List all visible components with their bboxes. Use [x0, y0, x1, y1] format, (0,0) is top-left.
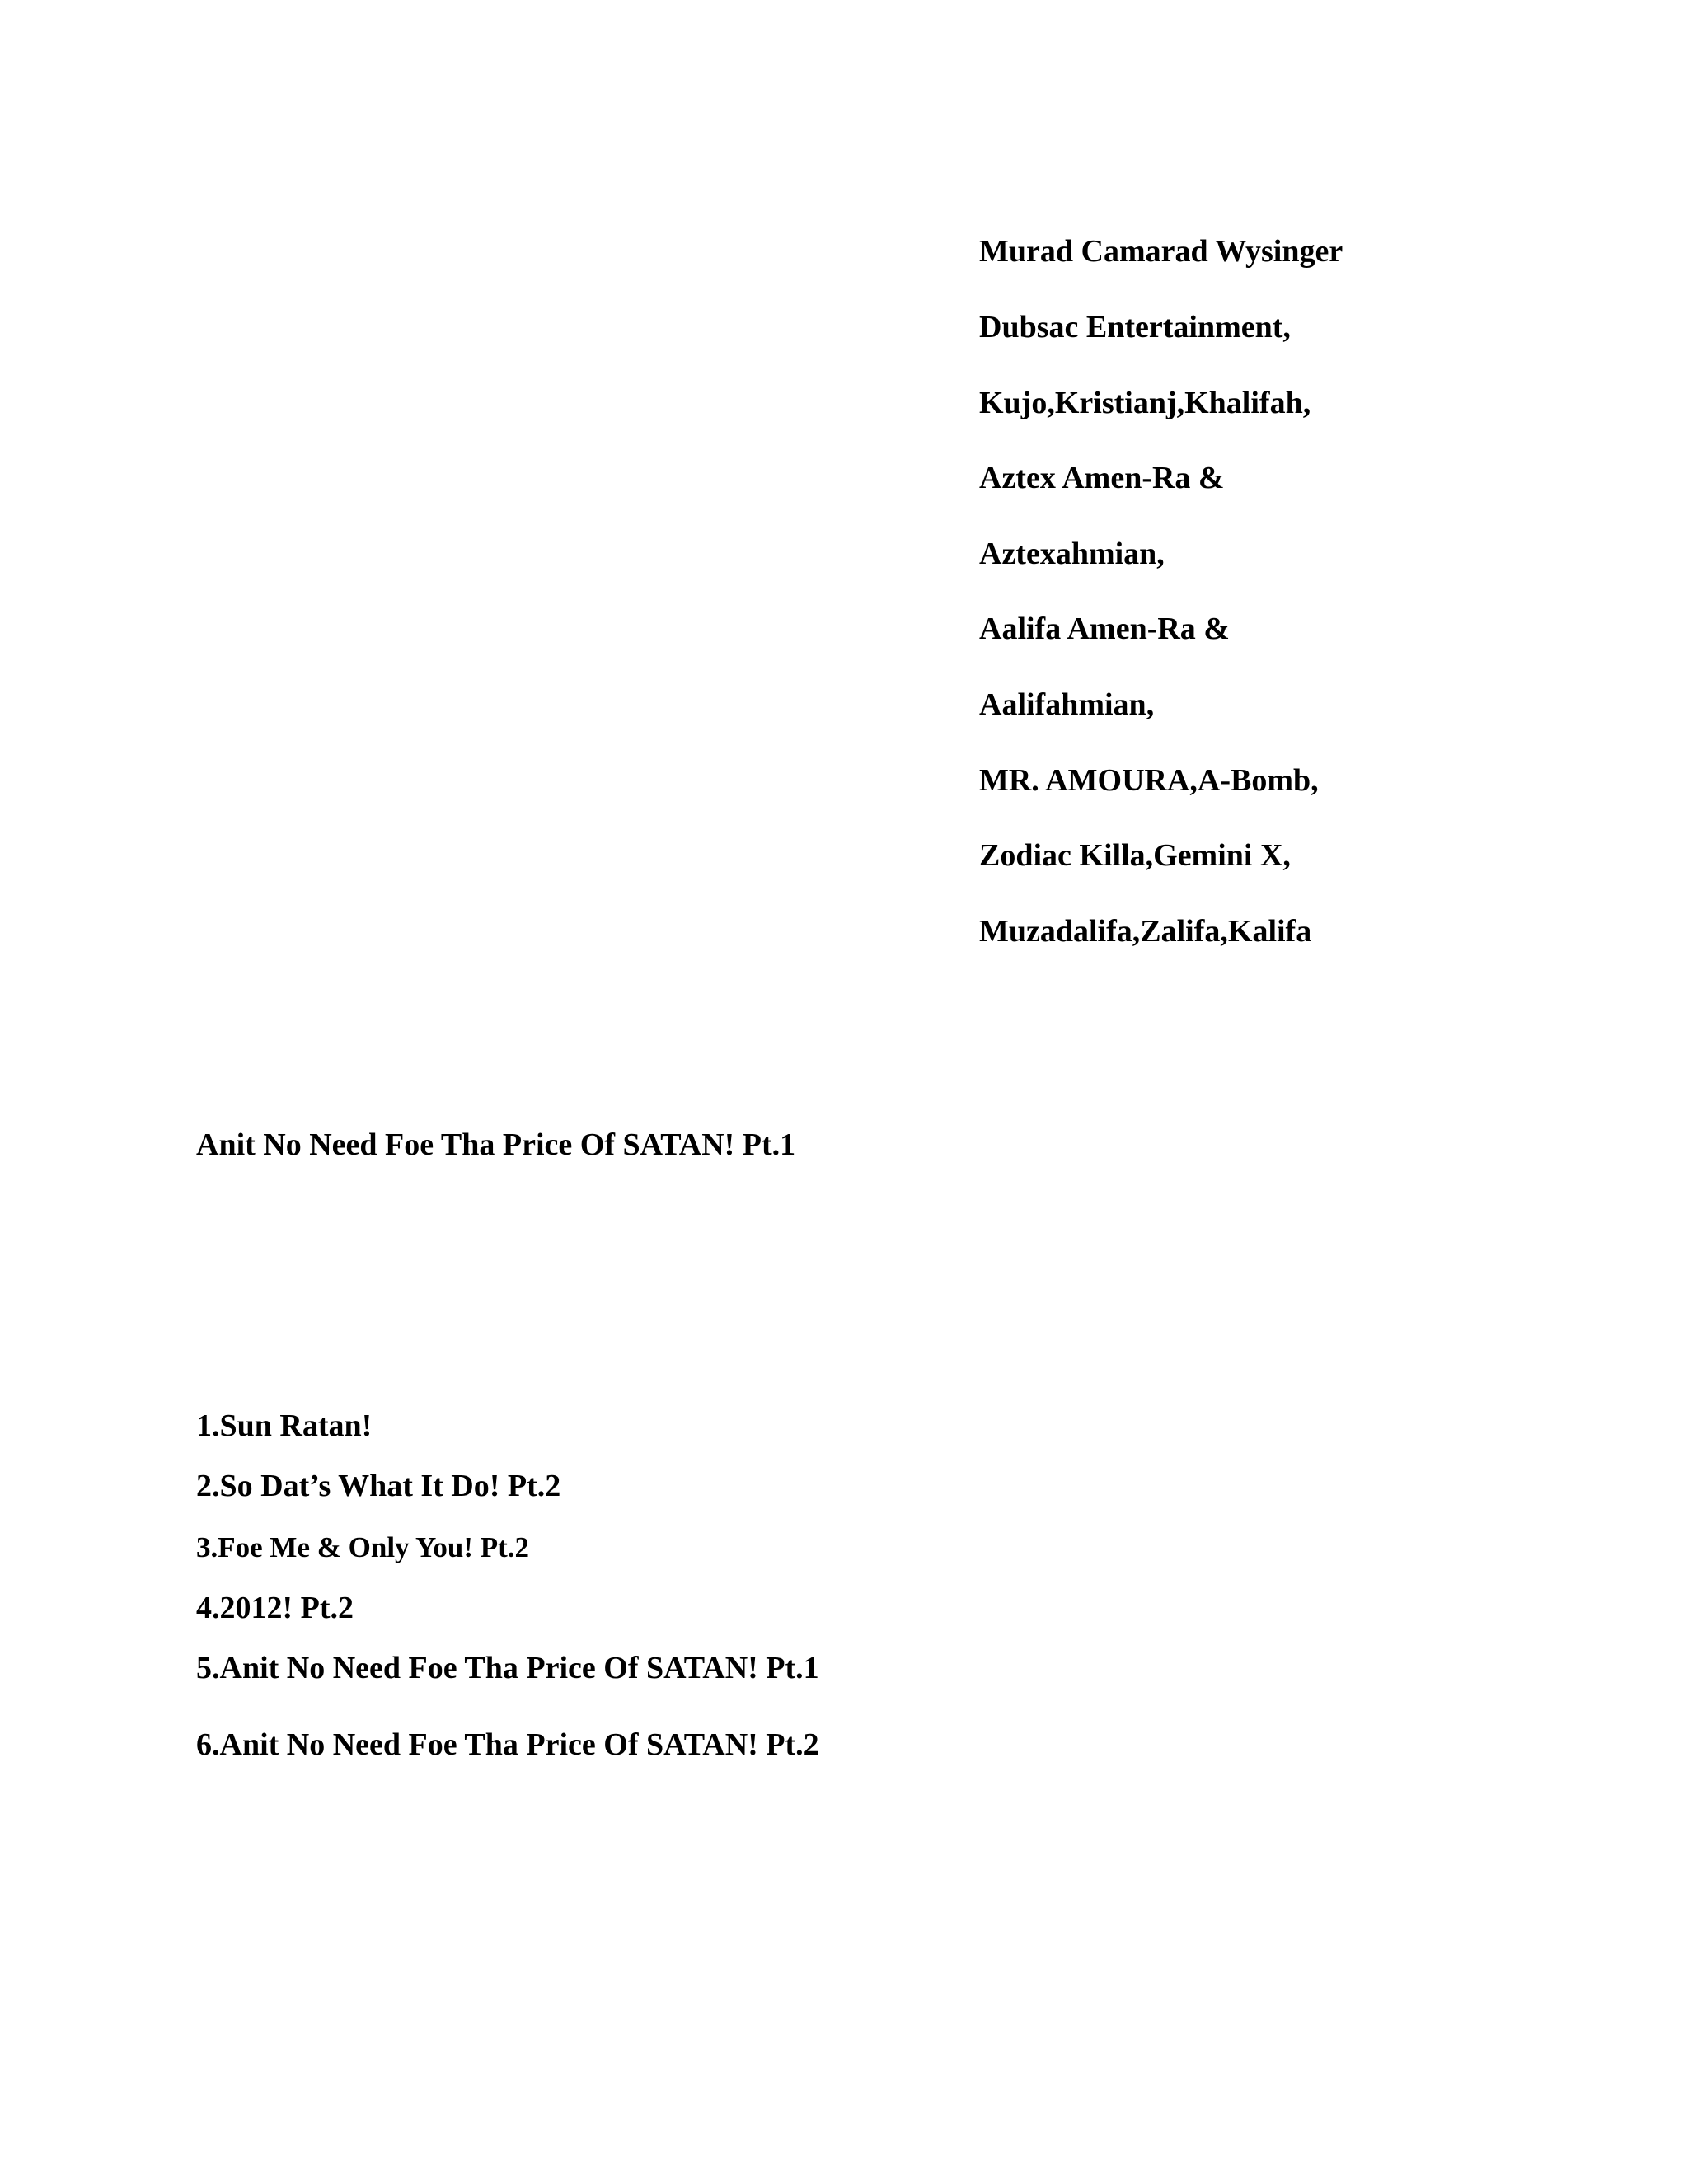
credit-line: Aztexahmian,	[979, 537, 1165, 571]
track-item: 6.Anit No Need Foe Tha Price Of SATAN! Pt.2	[196, 1727, 819, 1762]
track-item: 2.So Dat’s What It Do! Pt.2	[196, 1469, 561, 1503]
credit-line: Aalifa Amen-Ra &	[979, 612, 1230, 646]
credit-line: Aalifahmian,	[979, 687, 1155, 722]
track-item: 1.Sun Ratan!	[196, 1408, 373, 1443]
credit-line: Zodiac Killa,Gemini X,	[979, 838, 1291, 873]
credit-line: Kujo,Kristianj,Khalifah,	[979, 386, 1311, 420]
credit-line: MR. AMOURA,A-Bomb,	[979, 763, 1319, 798]
credit-line: Murad Camarad Wysinger	[979, 234, 1343, 269]
track-item: 5.Anit No Need Foe Tha Price Of SATAN! Pt.1	[196, 1651, 819, 1685]
credit-line: Muzadalifa,Zalifa,Kalifa	[979, 914, 1312, 949]
track-item: 4.2012! Pt.2	[196, 1591, 354, 1625]
credit-line: Dubsac Entertainment,	[979, 310, 1291, 344]
credit-line: Aztex Amen-Ra &	[979, 461, 1225, 495]
track-item: 3.Foe Me & Only You! Pt.2	[196, 1531, 530, 1563]
album-title: Anit No Need Foe Tha Price Of SATAN! Pt.1	[196, 1127, 796, 1162]
